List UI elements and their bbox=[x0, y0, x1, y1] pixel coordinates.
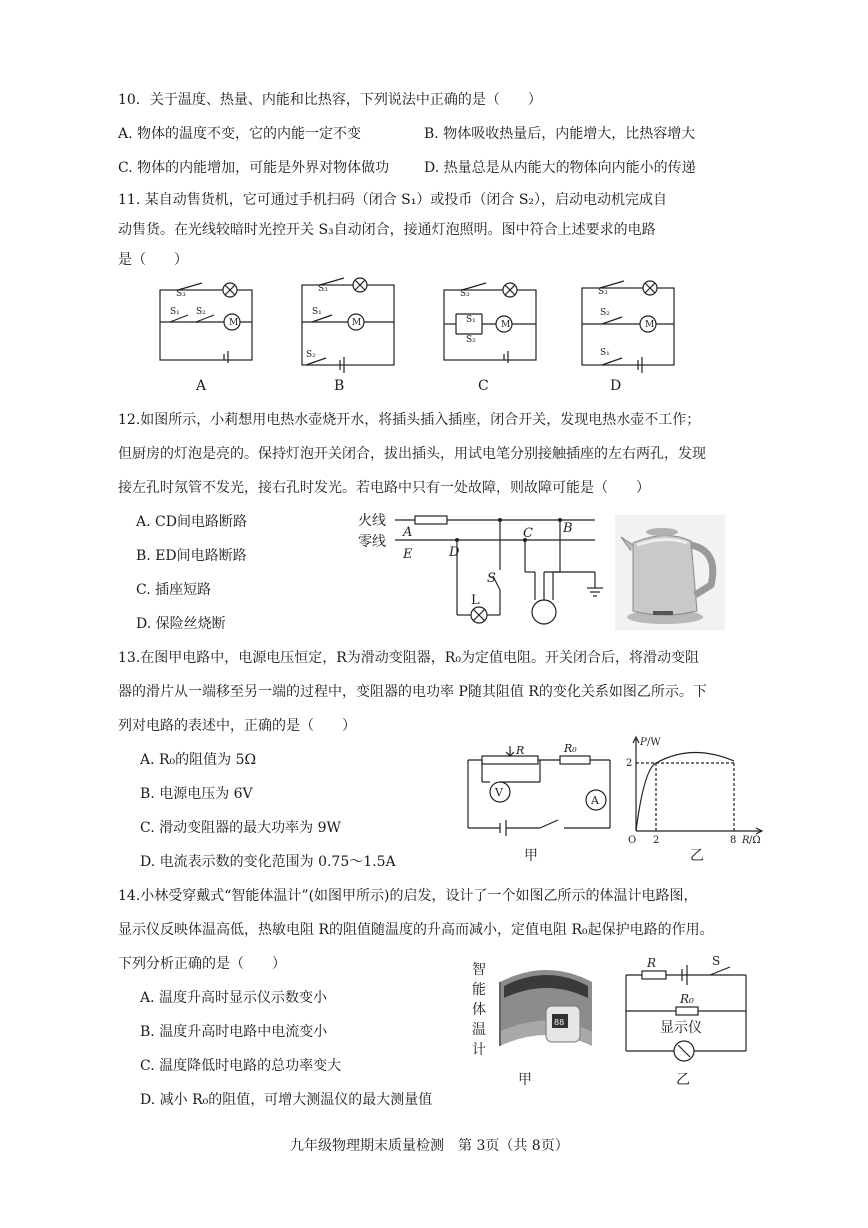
q14-circuit-yi bbox=[620, 955, 752, 1065]
svg-text:S₂: S₂ bbox=[196, 307, 206, 317]
q14-caption-char: 能 bbox=[472, 982, 486, 998]
svg-text:A: A bbox=[591, 794, 599, 807]
svg-text:S₃: S₃ bbox=[176, 289, 186, 299]
q14-device-caption bbox=[472, 960, 490, 1060]
q14-caption-char: 智 bbox=[472, 962, 486, 978]
svg-text:L: L bbox=[471, 593, 480, 608]
svg-text:S₃: S₃ bbox=[460, 289, 470, 299]
svg-text:S₂: S₂ bbox=[306, 350, 316, 360]
q13-option-d: D. 电流表示数的变化范围为 0.75～1.5A bbox=[140, 854, 396, 870]
svg-text:2: 2 bbox=[626, 758, 633, 769]
q13-stem-line2: 器的滑片从一端移至另一端的过程中，变阻器的电功率 P随其阻值 R的变化关系如图乙所示。下 bbox=[118, 684, 707, 700]
svg-text:S: S bbox=[712, 955, 721, 968]
q12-stem-line2: 但厨房的灯泡是亮的。保持灯泡开关闭合，拔出插头，用试电笔分别接触插座的左右两孔，发现 bbox=[118, 446, 706, 462]
q10-option-d: D. 热量总是从内能大的物体向内能小的传递 bbox=[424, 160, 696, 176]
svg-text:88: 88 bbox=[554, 1018, 565, 1027]
svg-text:R: R bbox=[647, 956, 657, 970]
svg-text:R₀: R₀ bbox=[564, 742, 577, 755]
svg-text:M: M bbox=[229, 318, 239, 328]
q12-stem-line3: 接左孔时氖管不发光，接右孔时发光。若电路中只有一处故障，则故障可能是（ ） bbox=[118, 480, 650, 496]
q11-circuit-options bbox=[140, 270, 680, 400]
svg-text:S₃: S₃ bbox=[318, 284, 328, 294]
svg-text:R: R bbox=[742, 835, 750, 846]
q14-option-c: C. 温度降低时电路的总功率变大 bbox=[140, 1058, 342, 1074]
q14-option-b: B. 温度升高时电路中电流变小 bbox=[140, 1024, 328, 1040]
svg-text:S₂: S₂ bbox=[600, 308, 610, 318]
q13-jia-caption: 甲 bbox=[524, 848, 538, 864]
svg-text:M: M bbox=[501, 320, 511, 330]
q12-option-c: C. 插座短路 bbox=[136, 582, 212, 598]
svg-text:R₀: R₀ bbox=[680, 992, 694, 1006]
svg-text:S: S bbox=[487, 571, 496, 586]
q14-option-a: A. 温度升高时显示仪示数变小 bbox=[140, 990, 328, 1006]
q13-stem-line1: 13.在图甲电路中，电源电压恒定，R为滑动变阻器，R₀为定值电阻。开关闭合后，将滑动变阻 bbox=[118, 650, 699, 666]
q14-yi-caption: 乙 bbox=[676, 1072, 690, 1088]
svg-text:R: R bbox=[516, 744, 525, 757]
svg-text:8: 8 bbox=[730, 835, 737, 846]
q13-yi-caption: 乙 bbox=[690, 848, 704, 864]
q14-caption-char: 计 bbox=[472, 1042, 486, 1058]
q12-option-b: B. ED间电路断路 bbox=[136, 548, 247, 564]
q14-smart-thermometer-image bbox=[492, 962, 602, 1072]
svg-text:S₃: S₃ bbox=[598, 287, 608, 297]
q11-stem-line3: 是（ ） bbox=[118, 252, 188, 268]
svg-text:/W: /W bbox=[647, 737, 661, 748]
svg-text:M: M bbox=[352, 318, 362, 328]
q11-label-a: A bbox=[196, 378, 207, 394]
q14-stem-line1: 14.小林受穿戴式“智能体温计”(如图甲所示)的启发，设计了一个如图乙所示的体温计电路图， bbox=[118, 888, 698, 904]
svg-text:D: D bbox=[449, 545, 460, 560]
q12-stem-line1: 12.如图所示，小莉想用电热水壶烧开水，将插头插入插座，闭合开关，发现电热水壶不工作； bbox=[118, 412, 701, 428]
q14-stem-line2: 显示仪反映体温高低，热敏电阻 R的阻值随温度的升高而减小，定值电阻 R₀起保护电路的作用。 bbox=[118, 922, 714, 938]
q11-stem-line2: 动售货。在光线较暗时光控开关 S₃自动闭合，接通灯泡照明。图中符合上述要求的电路 bbox=[118, 222, 656, 238]
q14-caption-char: 体 bbox=[472, 1002, 486, 1018]
svg-text:B: B bbox=[563, 521, 573, 536]
q11-label-d: D bbox=[610, 378, 622, 394]
q12-fire-label: 火线 bbox=[358, 513, 386, 529]
svg-text:V: V bbox=[495, 786, 503, 799]
q14-stem-line3: 下列分析正确的是（ ） bbox=[118, 956, 286, 972]
svg-text:S₁: S₁ bbox=[600, 348, 610, 358]
svg-text:P: P bbox=[640, 737, 647, 748]
svg-text:2: 2 bbox=[653, 835, 660, 846]
q12-option-a: A. CD间电路断路 bbox=[136, 514, 247, 530]
q12-house-circuit bbox=[395, 510, 615, 634]
q13-power-resistance-graph bbox=[622, 733, 772, 853]
svg-text:C: C bbox=[523, 526, 533, 541]
page-footer: 九年级物理期末质量检测 第 3页（共 8页） bbox=[290, 1138, 569, 1154]
q10-option-c: C. 物体的内能增加，可能是外界对物体做功 bbox=[118, 160, 390, 176]
svg-text:S₁: S₁ bbox=[170, 307, 180, 317]
q13-stem-line3: 列对电路的表述中，正确的是（ ） bbox=[118, 718, 356, 734]
svg-text:S₂: S₂ bbox=[466, 335, 476, 345]
q13-option-c: C. 滑动变阻器的最大功率为 9W bbox=[140, 820, 341, 836]
q12-electric-kettle-image bbox=[615, 515, 725, 630]
svg-text:O: O bbox=[628, 835, 637, 846]
q13-circuit-jia bbox=[460, 740, 620, 840]
svg-text:S₁: S₁ bbox=[312, 307, 322, 317]
q11-circuit-b bbox=[302, 278, 394, 373]
q14-display-label: 显示仪 bbox=[660, 1020, 702, 1036]
svg-text:A: A bbox=[403, 525, 413, 540]
q14-jia-caption: 甲 bbox=[518, 1072, 532, 1088]
svg-text:/Ω: /Ω bbox=[749, 835, 761, 846]
q13-option-a: A. R₀的阻值为 5Ω bbox=[140, 752, 257, 768]
q11-stem-line1: 11. 某自动售货机，它可通过手机扫码（闭合 S₁）或投币（闭合 S₂），启动电动机完成自 bbox=[118, 192, 668, 208]
q12-option-d: D. 保险丝烧断 bbox=[136, 616, 226, 632]
q11-label-c: C bbox=[478, 378, 489, 394]
svg-text:E: E bbox=[403, 547, 413, 562]
q10-option-a: A. 物体的温度不变，它的内能一定不变 bbox=[118, 126, 362, 142]
svg-text:S₁: S₁ bbox=[466, 315, 476, 325]
svg-text:M: M bbox=[645, 320, 655, 330]
q13-option-b: B. 电源电压为 6V bbox=[140, 786, 253, 802]
q14-caption-char: 温 bbox=[472, 1022, 486, 1038]
q10-option-b: B. 物体吸收热量后，内能增大，比热容增大 bbox=[424, 126, 696, 142]
q12-neutral-label: 零线 bbox=[358, 534, 386, 550]
q11-label-b: B bbox=[334, 378, 345, 394]
q10-stem: 10．关于温度、热量、内能和比热容，下列说法中正确的是（ ） bbox=[118, 92, 542, 108]
q14-option-d: D. 减小 R₀的阻值，可增大测温仪的最大测量值 bbox=[140, 1092, 433, 1108]
q11-circuit-d bbox=[582, 281, 674, 373]
q11-circuit-c bbox=[444, 283, 536, 363]
